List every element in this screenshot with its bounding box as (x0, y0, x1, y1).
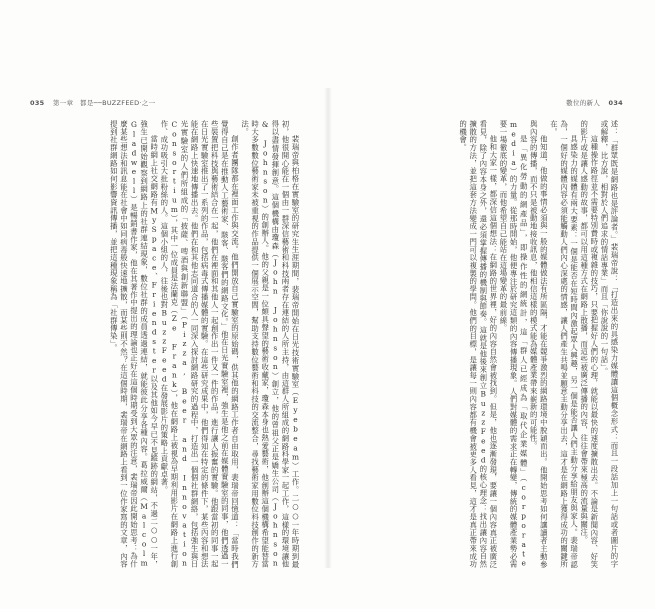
left-page (0, 0, 325, 609)
right-page (330, 0, 655, 609)
right-paragraph-4: 他知道，他做的事情必須與一般的媒體做法有所區隔，才能在競爭激烈的網路環境中脫穎而出。他開始思考如何讓讀者主動參與內容的傳播，而不只是被動地接收訊息，他相信這樣的模式能為媒體產業帶來嶄新的可能性。 (529, 120, 549, 568)
right-running-head: 數位的新人 (566, 99, 601, 107)
right-paragraph-3: 具感染力的媒體有兩大要素：一個是能否在短時間內激起眾人興趣，另一個是能否讓人們主動分享給朋友與家人。裴瑞帝認為，一個好的媒體內容必須能觸動人們內心深處的情感，讓人們產生共鳴並願意主動分享出去，這才是在網路上獲得成功的關鍵所在。 (549, 120, 579, 568)
left-page-number: 035 (30, 99, 45, 107)
left-paragraph-2: 創作者團隊都在裡面工作與交流。他們開放自己實驗室的原始碼，供其他的網路工作者自由取用，裴瑞帝回憶道：「當時我們覺得自己是在推動人工藝術家、駭客、駭客們的網路文化。」他在日光實驗室裡，強生是他之前在媒體實驗室的同事，他們透過一些裝置把科技與藝術結合在一起，他們在裡面和其他人一起創作出一件又一件的作品，進行讓人振奮的實驗。他跟當初的同事一起在日光實驗室推出了一系列的作品，包括病毒式傳播媒體的實驗。在這些研究成果中，他們得知在特定的條件下，某些內容和想法能在網路上快速地傳播出去。他們在和其他志同道合的人一同深入探討網路研究的過程中，打造出一個個社群網絡，包括強生與日光實驗室的人們所組成的「披薩、啤酒與創新聯盟」（Pizza, Beer and Innovation Consortium），其中一位成員是法蘭克（Ze Frank），他在網路上被視為早期利用影片在網路上進行創作、成功吸引大批粉絲的人。這個小組的人，往後也對BuzzFeed在發展影片的策略上貢獻卓著。 (159, 120, 240, 568)
right-page-body (344, 120, 619, 568)
right-page-number: 034 (608, 99, 623, 107)
right-paragraph-1: 述：「群眾既是網路也是評論者。」裴瑞帝說：「打造出來的具感染力媒體讓這個概念形式：而且一段話加上一句話或者圖片的字或解釋，比方說，相對於人們追求的情話專業」而且「你說說的一句話」。 (599, 120, 619, 568)
right-paragraph-6: 他和大家一樣，都深信這個想法：在網路的世界裡，好的內容自然會被找到。但是，他也逐漸發現，要讓一個內容真正被廣泛看見，除了內容本身之外，還必須掌握傳播的機制與節奏。這就是他後來創立BuzzFeed的核心理念：找出讓內容自然擴散的方法，並把這套方法變成一門可以複製的學問。他們的目標，是讓每一則內容都有機會被更多人看見，這才是真正帶來成功的機會。 (458, 120, 498, 568)
left-paragraph-3: 當時網上社交網路有MySpace、Friendster以及其他如今早已不見蹤跡的網站，不過二○○一年，強生已開始觀察到網路上的社群連結現象，數位社群的成員透過連結，就能彼此分享各種內容。葛拉威爾（Malcolm Gladwell）是暢銷書作家，他在其著作中提出的理論也正好在這個時期受到大眾的注意，裴瑞帝因此開始思考：為什麼某些想法和訊息能在社會中如同病毒般快速地擴散，而某些則不然？在這個時期，裴瑞帝在網路上看到一位作家寫的文章，內容提到社群網路如何影響資訊傳播，並把這種現象稱為「社群傳染」。 (109, 120, 159, 568)
left-page-header (30, 98, 155, 107)
left-running-head: 第一章 都是──BUZZFEED‧之一 (52, 99, 156, 107)
right-paragraph-2: 這種操作路徑並不需要特別費時或複雜的技巧，只要把握好人們的心理，就能以最快的速度擴散出去。不論是新聞內容、好笑的影片或是讓人感動的故事，都可以用這種方式在網路上散播，而這些被廣泛傳播的內容，往往會帶來極高的流量與關注。 (579, 120, 599, 568)
right-page-header (566, 98, 623, 107)
left-page-body (38, 120, 300, 568)
right-paragraph-5: 是「異化勞動的網產品」，即操作性的網統計，這「群人已經成為「取代企業媒體」（corporate media）的力量。從那時開始，他便專注於研究這類的內容傳播現象。人們對媒體的需求正在轉變，傳統的媒體產業勢必需要一場徹底的變革，而他希望自己能站在這場變革的最前線。 (498, 120, 529, 568)
left-paragraph-1: 裴瑞帝與柏格在實驗室的研究生生涯期間，裴瑞帝開始在日光技術實驗室（Eyebeam）工作。二○○一年時期到最初，他很開心能在一個由一群深信藝術和科技兩者存在連結的人所主持，由這群人所組成的網路科學家一起工作，這樣的環境讓他得以盡情發揮創意。這個機構由瓊森（John Johnson）創立，他的曾祖父正是嬌生公司（Johnson & Johnson）的創辦人。他的父親是一位頗具聲望的藝術收藏家，瓊森本身也熱愛藝術，他創辦這個機構希望能替當時大多數數位藝術家未被重視的作品提供一個展示空間，幫助支持數位藝術和科技的交流整合，尋找藝術家用數位科技創作的新方法。 (240, 120, 300, 568)
